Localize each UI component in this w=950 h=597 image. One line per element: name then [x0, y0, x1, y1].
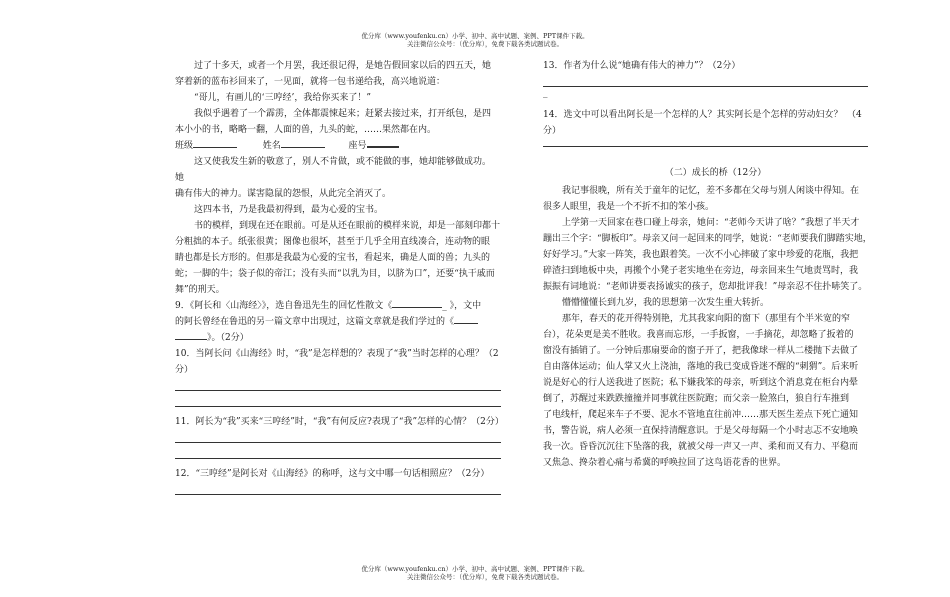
story-para-2-line-4: 碎渣扫到地板中央，再搬个小凳子老实地坐在旁边，母亲回来生气地责骂时，我	[543, 266, 859, 276]
question-13: 13．作者为什么说“她确有伟大的神力”？（2分）	[543, 61, 741, 71]
para-1-cont: 穿着新的蓝布衫回来了，一见面，就将一包书递给我，高兴地说道：	[175, 77, 446, 87]
story-para-4-line-9: 我一次。昏昏沉沉往下坠落的我，就被父母一声又一声、柔和而又有力、平稳而	[543, 442, 859, 452]
name-field[interactable]	[281, 147, 325, 148]
question-14: 14．选文中可以看出阿长是一个怎样的人？其实阿长是个怎样的劳动妇女？ （4	[543, 110, 862, 120]
student-info-row	[175, 138, 515, 154]
footer-line-2: 关注微信公众号：（优分库），免费下载各类试题试卷。	[407, 573, 563, 581]
para-4-cont: 确有伟大的神力。谋害隐鼠的怨恨，从此完全消灭了。	[175, 189, 392, 199]
question-9-text: 9．《阿长和〈山海经〉》，选自鲁迅先生的回忆性散文《	[175, 301, 393, 311]
section-title: （二）成长的桥（12分）	[664, 168, 767, 178]
story-para-4: 那年，春天的花开得特别艳，尤其我家向阳的窗下（那里有个半米宽的窄	[562, 314, 851, 324]
para-1: 过了十多天，或者一个月罢，我还很记得，是她告假回家以后的四五天，她	[194, 61, 492, 71]
story-para-2-line-5: 振振有词地说：“老师讲要表扬诚实的孩子，您却批评我！”母亲忍不住扑哧笑了。	[543, 282, 868, 292]
para-6-line-3: 睛也都是长方形的。但那是我最为心爱的宝书，看起来，确是人面的兽；九头的	[175, 253, 491, 263]
story-para-2-line-2: 蹦出三个字：“脚板印”。母亲又问一起回来的同学，她说：“老师要我们脚踏实地，	[543, 234, 872, 244]
question-9-text-2: _ 》，文中	[442, 301, 482, 311]
q9-blank-1[interactable]	[392, 307, 442, 308]
para-4: 这又使我发生新的敬意了，别人不肯做，或不能做的事，她却能够做成功。	[194, 157, 492, 167]
story-para-4-line-5: 说是好心的行人送我进了医院；私下嫌我笨的母亲，听到这个消息竟在柜台内晕	[543, 378, 859, 388]
right-column	[543, 58, 888, 471]
para-6-line-2: 分粗拙的本子。纸张很黄；图像也很坏，甚至于几乎全用直线凑合，连动物的眼	[175, 237, 491, 247]
header-line-1: 优分库（www.youfenku.cn）小学、初中、高中试题、案例、PPT课件下载。	[361, 32, 589, 40]
para-4-break: 她	[175, 173, 185, 183]
question-9	[175, 298, 515, 314]
para-2: “哥儿，有画儿的‘三哼经’，我给你买来了！”	[194, 93, 371, 103]
header-line-2: 关注微信公众号：（优分库），免费下载各类试题试卷。	[407, 40, 563, 48]
name-label: 姓名	[262, 141, 281, 151]
story-para-4-line-4: 自由落体运动；仙人掌又火上浇油，落地的我已变成昏迷不醒的“刺猬”。后来听	[543, 362, 859, 372]
story-para-4-line-6: 倒了，苏醒过来跌跌撞撞并同事就往医院跑；而父亲一脸煞白，狼自行车推到	[543, 394, 850, 404]
seat-field[interactable]	[367, 146, 399, 148]
class-field[interactable]	[193, 147, 237, 148]
story-para-2: 上学第一天回家在巷口碰上母亲，她问：“老师今天讲了啥？”我想了半天才	[562, 218, 860, 228]
q9-blank-3[interactable]	[175, 339, 207, 340]
seat-label: 座号	[348, 141, 367, 151]
para-6-line-5: 舞”的刑天。	[175, 285, 225, 295]
story-para-1-cont: 很多人眼里，我是一个不折不扣的笨小孩。	[543, 202, 715, 212]
question-9-text-3: 的阿长曾经在鲁迅的另一篇文章中出现过，这篇文章就是我们学过的《	[175, 317, 455, 327]
question-12: 12．“三哼经”是阿长对《山海经》的称呼，这与文中哪一句话相照应？（2分）	[175, 469, 490, 479]
story-para-1: 我记事很晚，所有关于童年的记忆，差不多都在父母与别人闲谈中得知。在	[562, 186, 860, 196]
page-footer	[0, 565, 950, 581]
q13-dash: _	[543, 88, 548, 98]
class-label: 班级	[175, 141, 194, 151]
story-para-4-line-10: 又焦急、搀杂着心痛与希冀的呼唤拉回了这鸟语花香的世界。	[543, 458, 787, 468]
page-header	[0, 32, 950, 48]
para-3-cont: 本小小的书，略略一翻，人面的兽，九头的蛇，……果然都在内。	[175, 125, 437, 135]
q12-answer-line[interactable]	[175, 494, 501, 495]
question-10-score: 分）	[175, 365, 194, 375]
story-para-4-line-2: 台），花朵更是美不胜收。我喜而忘形，一手扳窗，一手摘花，却忽略了扳着的	[543, 330, 854, 340]
story-para-4-line-7: 了电线杆，爬起来车子不要、泥水不管地直往前冲……那天医生差点下死亡通知	[543, 410, 859, 420]
question-9-end	[175, 330, 515, 346]
para-6-line-4: 蛇；一脚的牛；袋子似的帝江；没有头而“以乳为目，以脐为口”，还要“执干戚而	[175, 269, 495, 279]
story-para-4-line-8: 书，警告说，病人必须一直保持清醒意识。于是父母每隔一个小时志忑不安地唤	[543, 426, 859, 436]
story-para-3: 懵懵懂懂长到九岁，我的思想第一次发生重大转折。	[562, 298, 770, 308]
question-9-score: 》。（2分）	[207, 333, 249, 343]
question-9-cont	[175, 314, 515, 330]
para-3: 我似乎遇着了一个霹雳，全体都震悚起来；赶紧去接过来，打开纸包，是四	[194, 109, 492, 119]
footer-line-1: 优分库（www.youfenku.cn）小学、初中、高中试题、案例、PPT课件下载。	[361, 565, 589, 573]
para-6: 书的模样，到现在还在眼前。可是从还在眼前的模样来说，却是一部刻印都十	[194, 221, 501, 231]
question-11: 11．阿长为“我”买来“三哼经”时，“我”有何反应?表现了“我”怎样的心情？（2分）	[175, 417, 504, 427]
left-column	[175, 58, 515, 495]
para-5: 这四本书，乃是我最初得到，最为心爱的宝书。	[194, 205, 384, 215]
question-10: 10．当阿长问《山海经》时，“我”是怎样想的？表现了“我”当时怎样的心理？（2	[175, 349, 499, 359]
story-para-4-line-3: 窗没有插销了。一分钟后那扇要命的窗子开了，把我像球一样从二楼抛下去做了	[543, 346, 859, 356]
story-para-2-line-3: 好好学习。”大家一阵笑，我也跟着笑。一次不小心摔破了家中珍爱的花瓶，我把	[543, 250, 859, 260]
question-14-score: 分）	[543, 126, 562, 136]
q9-blank-2[interactable]	[454, 323, 478, 324]
